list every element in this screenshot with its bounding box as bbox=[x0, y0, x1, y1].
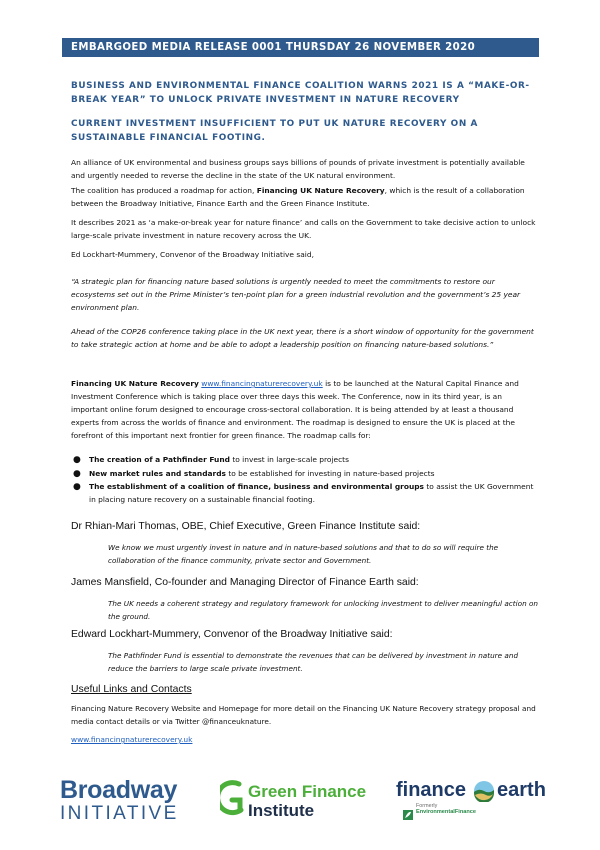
fe-former-name-2: Finance bbox=[454, 809, 476, 815]
para2-pre: The coalition has produced a roadmap for action, bbox=[71, 186, 257, 195]
gfi-logo-line2: Institute bbox=[248, 801, 315, 820]
paragraph-attribution: Ed Lockhart-Mummery, Convenor of the Broadway Initiative said, bbox=[71, 250, 314, 259]
bullet-bold: The establishment of a coalition of finance, business and environmental groups bbox=[89, 482, 424, 491]
bullet-icon: ● bbox=[73, 468, 81, 479]
website-link[interactable]: www.financingnaturerecovery.uk bbox=[201, 379, 323, 388]
quote-strategic-plan: “A strategic plan for financing nature based solutions is urgently needed to meet the commitments to restore our ecosystems set out in the Prime Minister’s ten-point plan for a green industrial revolution and the government’s 25 year environment plan. bbox=[71, 277, 521, 312]
launch-body: is to be launched at the Natural Capital Finance and Investment Conference which is taking place over three days this week. The Conference, now in its third year, is an important online forum designed to encourage cross-sectoral collaboration. It is being attended by at least a thousand experts from across the worlds of finance and environment. The roadmap is designed to ensure the UK is placed at the forefront of this important next frontier for green finance. The roadmap calls for: bbox=[71, 379, 519, 440]
fe-logo-left: finance bbox=[396, 779, 467, 801]
broadway-logo-line1: Broadway bbox=[60, 776, 178, 804]
fe-logo-right: earth bbox=[497, 779, 546, 801]
headline-primary: BUSINESS AND ENVIRONMENTAL FINANCE COALITION WARNS 2021 IS A “MAKE-OR-BREAK YEAR” TO UNLOCK PRIVATE INVESTMENT IN NATURE RECOVERY bbox=[71, 81, 530, 105]
gfi-mark-icon bbox=[220, 780, 244, 824]
speaker-james-mansfield: James Mansfield, Co-founder and Managing Director of Finance Earth said: bbox=[71, 577, 419, 588]
bullet-icon: ● bbox=[73, 482, 81, 492]
broadway-initiative-logo bbox=[60, 777, 190, 825]
bullet-text: to invest in large-scale projects bbox=[229, 455, 349, 464]
useful-links-text: Financing Nature Recovery Website and Homepage for more detail on the Financing UK Nature Recovery strategy proposal and media contact details or via Twitter @financeuknature. bbox=[71, 704, 536, 726]
list-item bbox=[71, 454, 541, 467]
quote-pathfinder: The Pathfinder Fund is essential to demonstrate the revenues that can be delivered by investment in nature and reduce the barriers to large scale private investment. bbox=[108, 651, 519, 673]
list-item bbox=[71, 481, 541, 506]
quote-cop26: Ahead of the COP26 conference taking place in the UK next year, there is a short window of opportunity for the government to take strategic action at home and be able to adopt a leadership position on financing nature-based solutions.” bbox=[71, 327, 534, 349]
embargo-banner: EMBARGOED MEDIA RELEASE 0001 THURSDAY 26 NOVEMBER 2020 bbox=[62, 38, 539, 57]
broadway-logo-line2: INITIATIVE bbox=[60, 803, 179, 824]
gfi-logo-line1: Green Finance bbox=[248, 782, 367, 801]
fe-former-name bbox=[416, 809, 476, 816]
paragraph-coalition bbox=[71, 184, 541, 210]
green-finance-institute-logo bbox=[220, 780, 380, 824]
roadmap-title: Financing UK Nature Recovery bbox=[256, 186, 385, 195]
paragraph-intro: An alliance of UK environmental and business groups says billions of pounds of private investment is potentially available and urgently needed to reverse the decline in the state of the UK natural environment. bbox=[71, 158, 525, 180]
launch-title: Financing UK Nature Recovery bbox=[71, 379, 199, 388]
speaker-edward-lockhart-mummery: Edward Lockhart-Mummery, Convenor of the Broadway Initiative said: bbox=[71, 629, 393, 640]
fe-former-name-1: Environmental bbox=[416, 809, 455, 815]
finance-earth-logo bbox=[396, 779, 566, 823]
earth-globe-icon bbox=[473, 780, 495, 802]
roadmap-bullets bbox=[71, 454, 541, 507]
list-item bbox=[71, 468, 541, 481]
bullet-bold: The creation of a Pathfinder Fund bbox=[89, 455, 230, 464]
bullet-text: to assist the UK Government in placing nature recovery on a sustainable financial footing. bbox=[89, 482, 534, 504]
headline-secondary: CURRENT INVESTMENT INSUFFICIENT TO PUT UK NATURE RECOVERY ON A SUSTAINABLE FINANCIAL FOOTING. bbox=[71, 119, 479, 143]
bullet-icon: ● bbox=[73, 455, 81, 465]
useful-link-website[interactable]: www.financingnaturerecovery.uk bbox=[71, 735, 193, 744]
paragraph-launch bbox=[71, 377, 541, 442]
useful-links-heading: Useful Links and Contacts bbox=[71, 684, 192, 695]
paragraph-make-or-break: It describes 2021 as ‘a make-or-break year for nature finance’ and calls on the Government to take decisive action to unlock large-scale private investment in nature recovery across the UK. bbox=[71, 218, 536, 240]
environmental-finance-mark-icon bbox=[403, 810, 413, 820]
quote-finance-earth: The UK needs a coherent strategy and regulatory framework for unlocking investment to deliver meaningful action on the ground. bbox=[108, 599, 539, 621]
bullet-bold: New market rules and standards bbox=[89, 468, 226, 478]
quote-green-finance: We know we must urgently invest in nature and in nature-based solutions and that to do so will require the collaboration of the finance community, private sector and Government. bbox=[108, 543, 499, 565]
para2-post: , which is the result of a collaboration between the Broadway Initiative, Finance Earth and the Green Finance Institute. bbox=[71, 186, 525, 208]
bullet-text: to be established for investing in nature-based projects bbox=[225, 468, 435, 478]
speaker-rhian-mari-thomas: Dr Rhian-Mari Thomas, OBE, Chief Executive, Green Finance Institute said: bbox=[71, 521, 421, 532]
fe-formerly: Formerly bbox=[416, 803, 438, 809]
